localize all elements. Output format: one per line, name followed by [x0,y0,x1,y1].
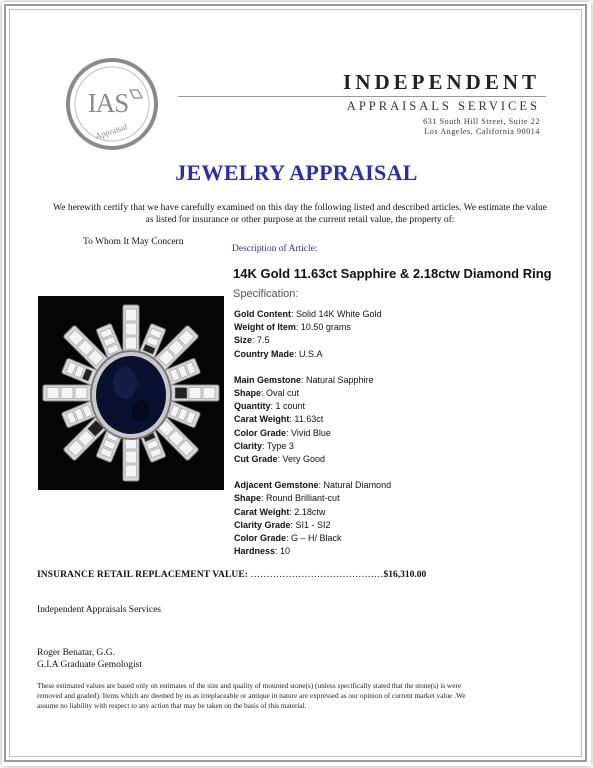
main-gemstone-specs [234,374,391,466]
spec-key: Color Grade [234,427,287,438]
company-header [300,70,540,94]
adjacent-gemstone-specs [234,479,391,558]
header-rule [178,96,546,97]
spec-value: Natural Sapphire [306,374,374,385]
spec-key: Gold Content [234,309,291,319]
spec-row: Hardness: 10 [234,546,291,557]
spec-key: Quantity [234,401,271,412]
spec-key: Weight of Item [234,322,296,333]
spec-key: Carat Weight [234,506,290,517]
company-subtitle: APPRAISALS SERVICES [346,99,540,113]
spec-row: Main Gemstone: Natural Sapphire [234,374,374,385]
spec-value: 2.18ctw [294,506,326,517]
signer-title: G.I.A Graduate Gemologist [37,659,143,670]
spec-value: U.S.A [299,348,323,359]
value-dots: …………………………………… [248,570,384,580]
signer-name: Roger Benatar, G.G. [37,648,115,658]
spec-row: Shape: Oval cut [234,388,300,399]
item-title: 14K Gold 11.63ct Sapphire & 2.18ctw Diamond Ring [233,266,552,281]
spec-key: Carat Weight [234,414,290,425]
spec-row: Carat Weight: 11.63ct [234,414,324,425]
spec-key: Clarity [234,440,263,451]
spec-row: Color Grade: Vivid Blue [234,427,331,438]
value-label: INSURANCE RETAIL REPLACEMENT VALUE: [37,570,249,580]
spec-key: Country Made [234,348,295,359]
footer-company: Independent Appraisals Services [37,605,161,615]
address-line-2: Los Angeles, California 90014 [424,127,540,136]
spec-value: Natural Diamond [323,480,392,491]
certification-text: We herewith certify that we have carefully examined on this day the following listed and described articles. We estimate the value as listed for insurance or other purpose at the current retail value, the property of: [53,203,547,225]
replacement-value [37,570,426,580]
spec-value: Oval cut [266,388,300,399]
spec-key: Adjacent Gemstone [234,480,319,491]
signer-block [37,648,142,671]
spec-value: 10 [280,546,291,557]
recipient: To Whom It May Concern [83,237,184,247]
spec-key: Size [234,335,253,346]
spec-value: Very Good [282,454,326,465]
spec-row: Gold Content: Solid 14K White Gold [234,309,382,319]
logo-seal-icon [64,56,160,152]
address-line-1: 631 South Hill Street, Suite 22 [423,117,540,126]
spec-value: SI1 - SI2 [295,519,331,530]
spec-value: 11.63ct [294,414,324,425]
disclaimer: These estimated values are based only on estimates of the size and quality of mounted stone(s) (unless specifically stated that the stone(s) is were removed and graded). Items which are deemed by us as irreplaceable or antique in nature are expressed as our opinion of current market value .We assume no liability with respect to any action that may be taken on the basis of this material. [37,681,466,710]
spec-key: Shape [234,388,262,399]
spec-row: Carat Weight: 2.18ctw [234,506,326,517]
ring-image [38,296,224,490]
spec-key: Color Grade [234,533,287,544]
spec-row: Clarity Grade: SI1 - SI2 [234,519,331,530]
spec-key: Hardness [234,546,276,557]
spec-key: Main Gemstone [234,374,302,385]
spec-row: Clarity: Type 3 [234,440,294,451]
spec-key: Clarity Grade [234,519,291,530]
specification-label: Specification: [233,288,299,300]
spec-value: Vivid Blue [291,427,331,438]
spec-value: 7.5 [257,335,270,346]
spec-key: Cut Grade [234,454,278,465]
spec-value: G – H/ Black [291,533,342,544]
spec-value: Solid 14K White Gold [296,309,382,319]
spec-row: Size: 7.5 [234,335,270,346]
company-address [330,117,540,137]
value-amount: $16,310.00 [383,570,427,580]
logo-ring-text: Appraisal [93,121,129,142]
spec-row: Country Made: U.S.A [234,348,323,359]
spec-row: Weight of Item: 10.50 grams [234,322,351,333]
gold-specs [234,308,391,361]
spec-row: Cut Grade: Very Good [234,454,326,465]
spec-row: Quantity: 1 count [234,401,306,412]
specifications [234,308,391,558]
document-title: JEWELRY APPRAISAL [175,160,418,185]
company-name: INDEPENDENT [343,70,540,94]
spec-row: Color Grade: G – H/ Black [234,533,342,544]
ring-photo [38,296,224,490]
logo-text: IAS [87,88,129,118]
spec-value: Type 3 [266,440,294,451]
spec-value: Round Brilliant-cut [266,493,340,504]
spec-row: Shape: Round Brilliant-cut [234,493,340,504]
spec-value: 10.50 grams [300,322,351,333]
company-logo [64,56,160,152]
spec-key: Shape [234,493,262,504]
spec-value: 1 count [275,401,306,412]
description-label: Description of Article: [232,244,318,254]
spec-row: Adjacent Gemstone: Natural Diamond [234,480,392,491]
